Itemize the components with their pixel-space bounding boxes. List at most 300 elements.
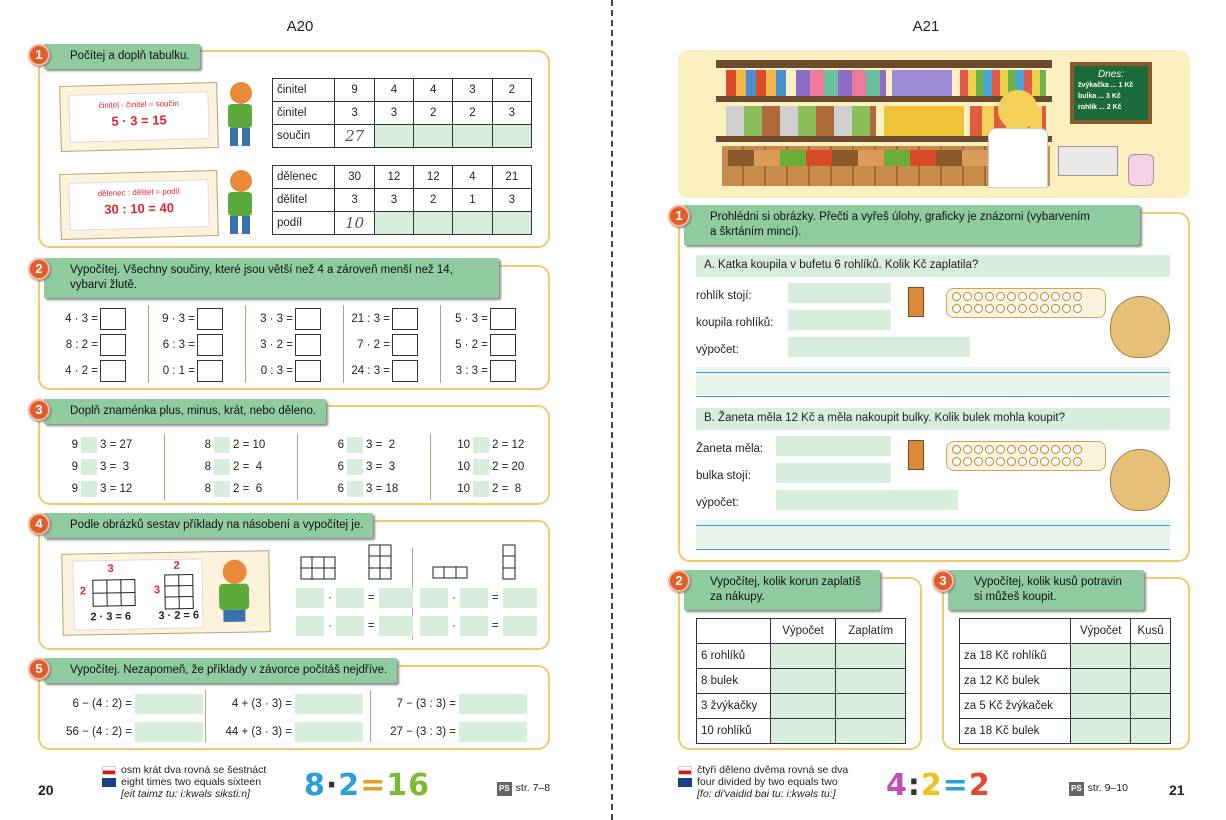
equation	[251, 360, 321, 382]
exercise-2-heading	[44, 258, 499, 298]
sign-box[interactable]	[214, 481, 230, 497]
coin-icon	[996, 292, 1005, 301]
divider	[440, 305, 441, 383]
operator-dot: ·	[328, 592, 332, 605]
equation	[330, 459, 395, 475]
column-header: Zaplatím	[836, 619, 906, 644]
exercise-number: 2	[668, 570, 690, 592]
answer-cell[interactable]	[836, 644, 906, 669]
task-label: bulka stojí:	[696, 470, 751, 482]
ps-icon: PS	[1069, 782, 1084, 796]
eq-number: 2	[920, 768, 943, 803]
row-label: součin	[273, 125, 335, 148]
coin-icon	[952, 457, 961, 466]
equation-blank	[420, 588, 537, 608]
answer-cell[interactable]	[1071, 719, 1131, 744]
coin-icon	[1018, 457, 1027, 466]
answer-box[interactable]	[296, 588, 324, 608]
phrase-czech: čtyři děleno dvěma rovná se dva	[697, 764, 849, 776]
heading-line: vybarvi žlutě.	[70, 279, 138, 291]
table-row	[697, 669, 906, 694]
value-cell: 3	[374, 102, 413, 125]
answer-box[interactable]	[197, 334, 223, 356]
answer-box[interactable]	[459, 722, 527, 742]
answer-box[interactable]	[197, 360, 223, 382]
heading-line: si můžeš koupit.	[974, 591, 1057, 603]
coin-icon	[974, 304, 983, 313]
purchase-table	[696, 618, 906, 744]
equation	[456, 459, 524, 475]
rectangle-grid-icon	[432, 566, 470, 580]
card-equation: 3 · 2 = 6	[158, 609, 200, 623]
exercise-number: 1	[28, 44, 50, 66]
value-cell: 12	[414, 166, 453, 189]
coin-icon	[1062, 304, 1071, 313]
equation	[446, 308, 516, 330]
card-equation: 2 · 3 = 6	[90, 610, 132, 624]
writing-line	[696, 396, 1170, 397]
board-line: bulka ... 3 Kč	[1078, 93, 1121, 100]
value-cell: 2	[414, 189, 453, 212]
coin-icon	[1007, 292, 1016, 301]
operand: 10	[457, 483, 470, 496]
answer-cell[interactable]	[836, 694, 906, 719]
answer-cell[interactable]	[374, 212, 413, 235]
board-title: Dnes:	[1097, 69, 1125, 80]
column-header: Kusů	[1131, 619, 1171, 644]
divider	[297, 434, 298, 500]
equation-text: 4 + (3 · 3) =	[231, 698, 292, 711]
right-page	[626, 0, 1226, 820]
table-header-row	[697, 619, 906, 644]
row-label: činitel	[273, 102, 335, 125]
coin-icon	[1051, 445, 1060, 454]
ps-page-ref: str. 9–10	[1087, 782, 1128, 794]
equation	[214, 694, 363, 714]
equation-text: 3 · 2 =	[260, 339, 293, 352]
answer-cell[interactable]	[1131, 719, 1171, 744]
row-label: dělenec	[273, 166, 335, 189]
rectangle-grid-icon	[368, 544, 394, 580]
coin-icon	[1062, 292, 1071, 301]
equation-text: 8 : 2 =	[65, 339, 98, 352]
answer-box[interactable]	[295, 334, 321, 356]
answer-box[interactable]	[490, 360, 516, 382]
exercise-number: 3	[28, 399, 50, 421]
coin-icon	[1007, 304, 1016, 313]
operator-dot: ·	[452, 620, 456, 633]
equation-blank	[296, 616, 413, 636]
operand: 6	[337, 461, 344, 474]
answer-box[interactable]	[197, 308, 223, 330]
operator-dot: ·	[452, 592, 456, 605]
answer-box[interactable]	[336, 588, 364, 608]
equation	[330, 481, 398, 497]
equation-text: 5 · 3 =	[455, 313, 488, 326]
row-label: činitel	[273, 79, 335, 102]
equation	[446, 334, 516, 356]
exercise-number: 4	[28, 513, 50, 535]
column-header: Výpočet	[770, 619, 836, 644]
coin-icon	[985, 304, 994, 313]
coin-icon	[1073, 457, 1082, 466]
heading-line: Prohlédni si obrázky. Přečti a vyřeš úlohy, graficky je znázorni (vybarvením	[710, 211, 1090, 223]
answer-cell[interactable]	[414, 125, 453, 148]
equation	[251, 308, 321, 330]
writing-line	[696, 372, 1170, 373]
eq-number: 4	[886, 768, 908, 803]
coin-icon	[1007, 457, 1016, 466]
coin-bag-icon	[1110, 449, 1170, 511]
operand: 9	[71, 461, 78, 474]
heading-line: Vypočítej, kolik korun zaplatíš	[710, 576, 862, 588]
table-row	[273, 102, 532, 125]
exercise-number: 3	[932, 570, 954, 592]
equation	[153, 308, 223, 330]
sign-box[interactable]	[347, 481, 363, 497]
equation-blank	[420, 616, 537, 636]
coin-icon	[1007, 445, 1016, 454]
answer-cell[interactable]	[770, 669, 836, 694]
answer-field[interactable]	[788, 310, 891, 330]
answer-cell[interactable]	[414, 212, 453, 235]
coin-icon	[952, 304, 961, 313]
eq-equals: =	[360, 768, 387, 803]
equation-rest: 2 = 8	[492, 483, 522, 496]
equation-text: 0 : 1 =	[162, 365, 195, 378]
coin-bag-icon	[1110, 296, 1170, 358]
value-cell: 3	[374, 189, 413, 212]
value-cell: 1	[453, 189, 492, 212]
card-example: 5 · 3 = 15	[111, 112, 167, 129]
multiplication-table	[272, 78, 532, 148]
sign-box[interactable]	[81, 459, 97, 475]
answer-field[interactable]	[788, 337, 970, 357]
equation-rest: 3 = 3	[366, 461, 396, 474]
workbook-reference	[497, 782, 550, 796]
czech-flag-icon	[102, 766, 116, 775]
division-table	[272, 165, 532, 235]
coin-icon	[1040, 304, 1049, 313]
answer-cell[interactable]	[770, 719, 836, 744]
exercise-1-heading	[684, 205, 1140, 245]
value-cell: 4	[374, 79, 413, 102]
card-example: 30 : 10 = 40	[104, 200, 175, 217]
sign-box[interactable]	[214, 459, 230, 475]
value-cell: 2	[414, 102, 453, 125]
coin-icon	[1073, 292, 1082, 301]
answer-box[interactable]	[135, 694, 203, 714]
row-label: podíl	[273, 212, 335, 235]
card-formula: činitel · činitel = součin	[98, 98, 179, 111]
page-title: A21	[912, 18, 940, 35]
ps-page-ref: str. 7–8	[515, 782, 551, 794]
answer-box[interactable]	[296, 616, 324, 636]
value-cell: 3	[453, 79, 492, 102]
column-header: Výpočet	[1071, 619, 1131, 644]
equation-rest: 2 = 4	[233, 461, 263, 474]
answer-field[interactable]	[776, 463, 891, 483]
coin-icon	[1062, 445, 1071, 454]
row-label: za 12 Kč bulek	[960, 669, 1071, 694]
equation	[54, 722, 203, 742]
value-cell: 3	[335, 102, 374, 125]
answer-cell[interactable]	[453, 212, 492, 235]
sign-box[interactable]	[347, 459, 363, 475]
answer-cell[interactable]	[453, 125, 492, 148]
coin-icon	[985, 292, 994, 301]
phrase-english: four divided by two equals two	[697, 776, 838, 788]
equation	[378, 694, 527, 714]
answer-box[interactable]	[295, 360, 321, 382]
table-row	[697, 644, 906, 669]
answer-cell[interactable]	[770, 644, 836, 669]
answer-box[interactable]	[135, 722, 203, 742]
exercise-3-heading: Doplň znaménka plus, minus, krát, nebo děleno.	[44, 399, 326, 424]
answer-cell[interactable]	[492, 212, 531, 235]
ps-icon: PS	[497, 782, 512, 796]
equation-rest: 3 = 27	[100, 439, 133, 452]
answer-cell[interactable]	[836, 669, 906, 694]
answer-cell[interactable]	[1131, 644, 1171, 669]
answer-box[interactable]	[336, 616, 364, 636]
answer-cell[interactable]	[374, 125, 413, 148]
equation	[378, 722, 527, 742]
answer-cell[interactable]	[1071, 669, 1131, 694]
answer-cell[interactable]	[1071, 644, 1131, 669]
coin-icon	[1062, 457, 1071, 466]
answer-field[interactable]	[776, 490, 958, 510]
operand: 9	[71, 483, 78, 496]
answer-box[interactable]	[503, 616, 537, 636]
value-cell: 3	[335, 189, 374, 212]
equation	[348, 308, 418, 330]
value-cell: 4	[453, 166, 492, 189]
table-row	[697, 719, 906, 744]
coin-icon	[1018, 445, 1027, 454]
rectangle-grid-icon	[300, 556, 338, 580]
answer-box[interactable]	[460, 588, 488, 608]
divider	[430, 434, 431, 500]
coin-strip	[946, 288, 1106, 318]
equation	[64, 437, 132, 453]
operator-equals: =	[491, 620, 499, 633]
equation	[348, 360, 418, 382]
sign-box[interactable]	[473, 481, 489, 497]
answer-cell[interactable]: 27	[335, 125, 374, 148]
answer-box[interactable]	[379, 616, 413, 636]
eq-operator: :	[907, 768, 921, 803]
card-formula: dělenec : dělitel = podíl	[97, 186, 180, 199]
uk-flag-icon	[678, 778, 692, 787]
sign-box[interactable]	[214, 437, 230, 453]
equation	[456, 481, 521, 497]
answer-cell[interactable]: 10	[335, 212, 374, 235]
equation-text: 9 · 3 =	[162, 313, 195, 326]
equation-text: 56 − (4 : 2) =	[66, 726, 132, 739]
writing-line	[696, 525, 1170, 526]
page-divider	[611, 0, 613, 820]
row-label: 6 rohlíků	[697, 644, 771, 669]
equation	[64, 459, 129, 475]
answer-box[interactable]	[490, 308, 516, 330]
table-row	[273, 79, 532, 102]
operator-equals: =	[367, 620, 375, 633]
answer-box[interactable]	[503, 588, 537, 608]
table-row	[960, 644, 1171, 669]
answer-box[interactable]	[100, 308, 126, 330]
coin-icon	[1029, 457, 1038, 466]
equation-rest: 3 = 3	[100, 461, 130, 474]
equation	[64, 481, 132, 497]
coin-icon	[1029, 445, 1038, 454]
rect-height: 3	[153, 584, 161, 597]
left-page	[0, 0, 600, 820]
answer-box[interactable]	[392, 334, 418, 356]
value-cell: 12	[374, 166, 413, 189]
answer-box[interactable]	[459, 694, 527, 714]
answer-cell[interactable]	[1131, 669, 1171, 694]
row-label: za 18 Kč rohlíků	[960, 644, 1071, 669]
answer-cell[interactable]	[492, 125, 531, 148]
coin-icon	[1018, 304, 1027, 313]
coin-icon	[963, 457, 972, 466]
answer-box[interactable]	[392, 308, 418, 330]
table-row	[960, 669, 1171, 694]
door-icon	[908, 287, 924, 317]
equation	[197, 459, 262, 475]
answer-field[interactable]	[788, 283, 891, 303]
rule-card	[59, 82, 219, 152]
equation	[330, 437, 395, 453]
rect-width: 2	[173, 559, 180, 572]
column-header	[697, 619, 771, 644]
row-label: dělitel	[273, 189, 335, 212]
equation-text: 27 − (3 : 3) =	[390, 726, 456, 739]
equation	[251, 334, 321, 356]
divider	[370, 690, 371, 742]
row-label: 3 žvýkačky	[697, 694, 771, 719]
operand: 6	[337, 439, 344, 452]
answer-box[interactable]	[295, 694, 363, 714]
row-label: 8 bulek	[697, 669, 771, 694]
coin-icon	[985, 457, 994, 466]
equation-text: 0 : 3 =	[260, 365, 293, 378]
answer-box[interactable]	[392, 360, 418, 382]
exercise-number: 5	[28, 658, 50, 680]
equation	[446, 360, 516, 382]
big-equation	[304, 768, 430, 803]
exercise-2-heading	[684, 570, 880, 610]
answer-box[interactable]	[420, 616, 448, 636]
answer-box[interactable]	[379, 588, 413, 608]
answer-box[interactable]	[460, 616, 488, 636]
writing-line	[696, 549, 1170, 550]
equation	[56, 360, 126, 382]
workbook-reference	[1069, 782, 1128, 796]
equation	[456, 437, 524, 453]
coin-icon	[963, 304, 972, 313]
task-label: rohlík stojí:	[696, 290, 752, 302]
coin-strip	[946, 441, 1106, 471]
operand: 8	[204, 439, 211, 452]
eq-number: 2	[338, 768, 361, 803]
operand: 9	[71, 439, 78, 452]
equation-rest: 3 = 12	[100, 483, 133, 496]
operand: 10	[457, 461, 470, 474]
answer-field[interactable]	[776, 436, 891, 456]
equation-text: 3 · 3 =	[260, 313, 293, 326]
equation-text: 5 · 2 =	[455, 339, 488, 352]
answer-box[interactable]	[295, 308, 321, 330]
value-cell: 3	[492, 102, 531, 125]
shopkeeper-illustration	[998, 90, 1038, 130]
board-line: rohlík ... 2 Kč	[1078, 104, 1122, 111]
column-header	[960, 619, 1071, 644]
answer-box[interactable]	[490, 334, 516, 356]
operand: 10	[457, 439, 470, 452]
sign-box[interactable]	[81, 481, 97, 497]
exercise-1-heading: Počítej a doplň tabulku.	[44, 44, 200, 69]
answer-box[interactable]	[295, 722, 363, 742]
answer-box[interactable]	[100, 334, 126, 356]
footer-phrase	[102, 764, 266, 800]
equation	[153, 360, 223, 382]
equation-text: 3 : 3 =	[455, 365, 488, 378]
coin-icon	[1051, 304, 1060, 313]
coin-icon	[1040, 457, 1049, 466]
operand: 6	[337, 483, 344, 496]
page-title: A20	[286, 18, 314, 35]
eq-number: 8	[304, 768, 326, 803]
divider	[343, 305, 344, 383]
answer-box[interactable]	[420, 588, 448, 608]
operator-equals: =	[367, 592, 375, 605]
rule-card	[59, 170, 219, 240]
rect-width: 3	[107, 562, 114, 576]
row-label: za 5 Kč žvýkaček	[960, 694, 1071, 719]
equation	[56, 308, 126, 330]
equation-text: 21 : 3 =	[351, 313, 390, 326]
answer-cell[interactable]	[836, 719, 906, 744]
answer-box[interactable]	[100, 360, 126, 382]
rectangle-grid-icon	[502, 544, 518, 580]
phrase-pronunciation: [eit taimz tu: i:kwəls siksti:n]	[121, 788, 250, 800]
equation	[348, 334, 418, 356]
table-row	[960, 694, 1171, 719]
row-label: za 18 Kč bulek	[960, 719, 1071, 744]
sign-box[interactable]	[347, 437, 363, 453]
sign-box[interactable]	[473, 437, 489, 453]
answer-cell[interactable]	[770, 694, 836, 719]
answer-cell[interactable]	[1071, 694, 1131, 719]
coin-icon	[996, 457, 1005, 466]
phrase-pronunciation: [fo: di'vaidid bai tu: i:kwəls tu:]	[697, 788, 836, 800]
operand: 8	[204, 483, 211, 496]
sign-box[interactable]	[81, 437, 97, 453]
coin-icon	[1073, 445, 1082, 454]
answer-cell[interactable]	[1131, 694, 1171, 719]
eq-operator: ·	[325, 768, 339, 803]
eq-result: 16	[386, 768, 431, 803]
coin-icon	[1040, 445, 1049, 454]
operand: 8	[204, 461, 211, 474]
heading-line: Vypočítej, kolik kusů potravin	[974, 576, 1122, 588]
equation	[56, 334, 126, 356]
czech-flag-icon	[678, 766, 692, 775]
task-b-title: B. Žaneta měla 12 Kč a měla nakoupit bulky. Kolik bulek mohla koupit?	[696, 408, 1170, 430]
sign-box[interactable]	[473, 459, 489, 475]
